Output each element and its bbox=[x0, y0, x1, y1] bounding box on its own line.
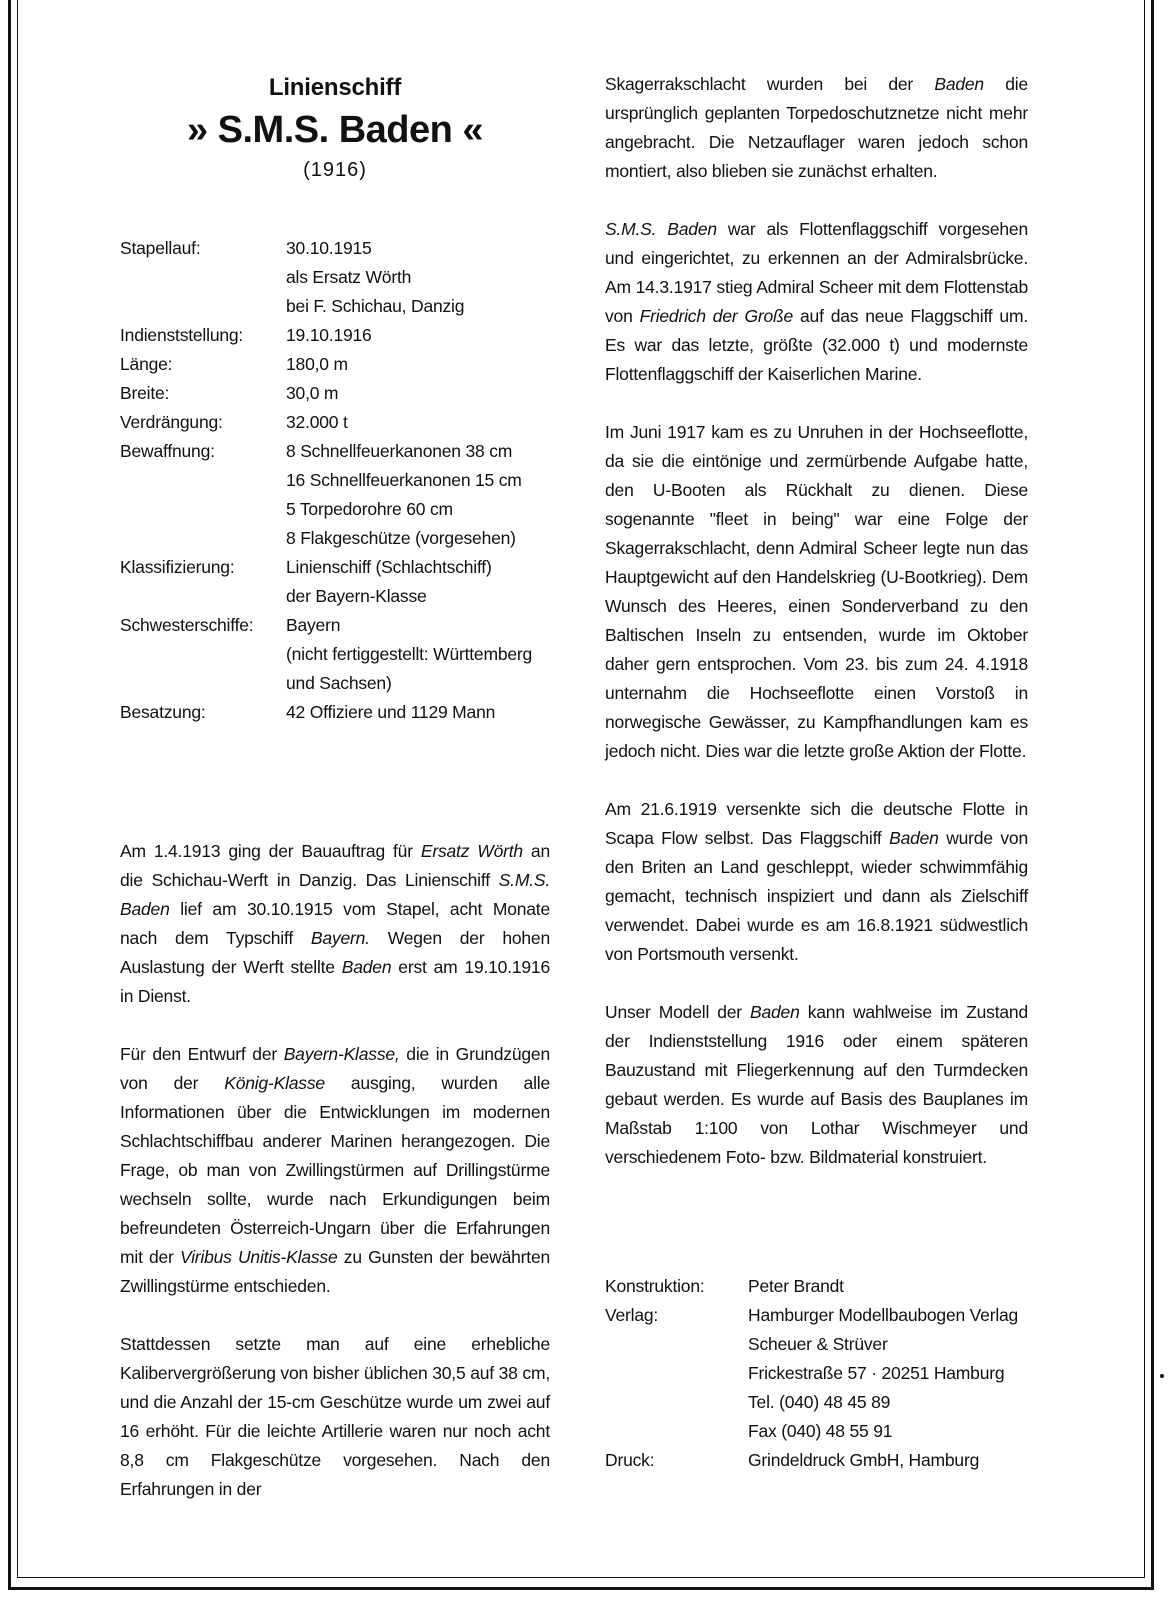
text-run: die in Grundzügen von der bbox=[120, 1044, 550, 1093]
imprint-value: Peter Brandt bbox=[748, 1276, 844, 1296]
spec-value: 8 Flakgeschütze (vorgesehen) bbox=[286, 528, 516, 548]
spec-label: Schwesterschiffe: bbox=[120, 615, 254, 635]
paragraph bbox=[120, 837, 550, 1011]
imprint-label: Konstruktion: bbox=[605, 1276, 705, 1296]
imprint-values bbox=[748, 1301, 1028, 1446]
imprint-label: Druck: bbox=[605, 1450, 655, 1470]
spec-values bbox=[286, 379, 550, 408]
spec-row bbox=[120, 437, 550, 553]
left-text bbox=[120, 837, 550, 1504]
spec-values bbox=[286, 321, 550, 350]
italic-text: S.M.S. Baden bbox=[605, 219, 717, 239]
spec-value: als Ersatz Wörth bbox=[286, 267, 412, 287]
italic-text: Baden bbox=[750, 1002, 800, 1022]
spec-label: Bewaffnung: bbox=[120, 441, 215, 461]
text-run: ausging, wurden alle Informationen über die Entwicklungen im modernen Schlachtschiffbau anderer Marinen herangezogen. Die Frage, ob man von Zwillingstürmen auf Drillingstürme wechseln sollte, wurde nach Erkundigungen beim befreundeten Österreich-Ungarn über die Erfahrungen mit der bbox=[120, 1073, 550, 1267]
italic-text: Baden bbox=[889, 828, 939, 848]
imprint-label: Verlag: bbox=[605, 1305, 659, 1325]
italic-text: Viribus Unitis-Klasse bbox=[179, 1247, 338, 1267]
text-run: Am 1.4.1913 ging der Bauauftrag für bbox=[120, 841, 421, 861]
spec-row bbox=[120, 350, 550, 379]
text-run: wurde von den Briten an Land geschleppt, wieder schwimmfähig gemacht, technisch inspiziert und dann als Zielschiff verwendet. Dabei wurde es am 16.8.1921 südwestlich von Portsmouth versenkt. bbox=[605, 828, 1028, 964]
spec-values bbox=[286, 350, 550, 379]
spec-values bbox=[286, 437, 550, 553]
imprint-value: Fax (040) 48 55 91 bbox=[748, 1421, 893, 1441]
spec-value: der Bayern-Klasse bbox=[286, 586, 427, 606]
italic-text: Bayern. bbox=[310, 928, 370, 948]
spec-row bbox=[120, 408, 550, 437]
italic-text: S.M.S. Baden bbox=[120, 870, 550, 919]
spec-values bbox=[286, 553, 550, 611]
text-run: an die Schichau-Werft in Danzig. Das Linienschiff bbox=[120, 841, 550, 890]
text-run: war als Flottenflaggschiff vorgesehen und eingerichtet, zu erkennen an der Admiralsbrücke. Am 14.3.1917 stieg Admiral Scheer mit dem Flottenstab von bbox=[605, 219, 1028, 326]
paragraph bbox=[605, 215, 1028, 389]
spec-label: Stapellauf: bbox=[120, 238, 201, 258]
spec-row bbox=[120, 321, 550, 350]
spec-label: Breite: bbox=[120, 383, 170, 403]
title-block bbox=[120, 70, 550, 186]
spec-value: 19.10.1916 bbox=[286, 325, 372, 345]
spec-value: 32.000 t bbox=[286, 412, 348, 432]
text-run: erst am 19.10.1916 in Dienst. bbox=[120, 957, 550, 1006]
spec-values bbox=[286, 234, 550, 321]
italic-text: Ersatz Wörth bbox=[420, 841, 523, 861]
italic-text: König-Klasse bbox=[224, 1073, 325, 1093]
text-run: kann wahlweise im Zustand der Indienststellung 1916 oder einem späteren Bauzustand mit Fliegerkennung auf den Turmdecken gebaut werden. Es wurde auf Basis des Bauplanes im Maßstab 1:100 von Lothar Wischmeyer und verschiedenem Foto- bzw. Bildmaterial konstruiert. bbox=[605, 1002, 1028, 1167]
italic-text: Baden bbox=[341, 957, 392, 977]
left-column bbox=[120, 70, 550, 1504]
spec-value: 42 Offiziere und 1129 Mann bbox=[286, 702, 496, 722]
spec-value: und Sachsen) bbox=[286, 673, 392, 693]
spec-label: Besatzung: bbox=[120, 702, 206, 722]
text-run: Wegen der hohen Auslastung der Werft stellte bbox=[120, 928, 550, 977]
title-ship-name: » S.M.S. Baden « bbox=[186, 109, 484, 151]
italic-text: Bayern-Klasse, bbox=[283, 1044, 400, 1064]
text-run: auf das neue Flaggschiff um. Es war das letzte, größte (32.000 t) und modernste Flottenflaggschiff der Kaiserlichen Marine. bbox=[605, 306, 1028, 384]
spec-label: Indienststellung: bbox=[120, 325, 244, 345]
spec-value: (nicht fertiggestellt: Württemberg bbox=[286, 644, 533, 664]
spec-table bbox=[120, 234, 550, 727]
imprint-value: Hamburger Modellbaubogen Verlag bbox=[748, 1305, 1019, 1325]
imprint-value: Frickestraße 57 · 20251 Hamburg bbox=[748, 1363, 1005, 1383]
imprint-values bbox=[748, 1272, 1028, 1301]
title-year: (1916) bbox=[303, 159, 367, 181]
spec-value: 180,0 m bbox=[286, 354, 348, 374]
imprint-value: Tel. (040) 48 45 89 bbox=[748, 1392, 891, 1412]
spec-value: 30.10.1915 bbox=[286, 238, 372, 258]
paragraph bbox=[605, 70, 1028, 186]
right-text bbox=[605, 70, 1028, 1172]
spec-value: bei F. Schichau, Danzig bbox=[286, 296, 465, 316]
spec-row bbox=[120, 553, 550, 611]
spec-row bbox=[120, 611, 550, 698]
text-run: Stattdessen setzte man auf eine erhebliche Kalibervergrößerung von bisher üblichen 30,5 auf 38 cm, und die Anzahl der 15-cm Geschütze wurde um zwei auf 16 erhöht. Für die leichte Artillerie waren nur noch acht 8,8 cm Flakgeschütze vorgesehen. Nach den Erfahrungen in der bbox=[120, 1334, 550, 1499]
imprint-row bbox=[605, 1301, 1028, 1446]
paragraph bbox=[120, 1330, 550, 1504]
spec-row bbox=[120, 698, 550, 727]
paragraph bbox=[605, 795, 1028, 969]
spec-values bbox=[286, 698, 550, 727]
text-run: Unser Modell der bbox=[605, 1002, 751, 1022]
spec-row bbox=[120, 379, 550, 408]
spec-value: Linienschiff (Schlachtschiff) bbox=[286, 557, 492, 577]
italic-text: Baden bbox=[934, 74, 984, 94]
spec-label: Klassifizierung: bbox=[120, 557, 235, 577]
spec-label: Länge: bbox=[120, 354, 173, 374]
spec-row bbox=[120, 234, 550, 321]
text-run: zu Gunsten der bewährten Zwillingstürme entschieden. bbox=[120, 1247, 551, 1296]
imprint-value: Grindeldruck GmbH, Hamburg bbox=[748, 1450, 980, 1470]
imprint-table bbox=[605, 1272, 1028, 1475]
text-run: Am 21.6.1919 versenkte sich die deutsche Flotte in Scapa Flow selbst. Das Flaggschiff bbox=[605, 799, 1028, 848]
spec-value: 8 Schnellfeuerkanonen 38 cm bbox=[286, 441, 513, 461]
text-run: Für den Entwurf der bbox=[120, 1044, 284, 1064]
imprint-row bbox=[605, 1446, 1028, 1475]
italic-text: Friedrich der Große bbox=[639, 306, 794, 326]
right-column bbox=[605, 70, 1028, 1475]
spec-label: Verdrängung: bbox=[120, 412, 223, 432]
spec-values bbox=[286, 611, 550, 698]
paragraph bbox=[605, 998, 1028, 1172]
spec-value: 16 Schnellfeuerkanonen 15 cm bbox=[286, 470, 522, 490]
spec-value: Bayern bbox=[286, 615, 341, 635]
imprint-values bbox=[748, 1446, 1028, 1475]
paragraph bbox=[120, 1040, 550, 1301]
text-run: die ursprünglich geplanten Torpedoschutznetze nicht mehr angebracht. Die Netzauflager waren jedoch schon montiert, also blieben sie zunächst erhalten. bbox=[605, 74, 1028, 181]
spec-values bbox=[286, 408, 550, 437]
spec-value: 30,0 m bbox=[286, 383, 339, 403]
imprint-value: Scheuer & Strüver bbox=[748, 1334, 888, 1354]
spec-value: 5 Torpedorohre 60 cm bbox=[286, 499, 453, 519]
text-run: Skagerrakschlacht wurden bei der bbox=[605, 74, 935, 94]
title-type: Linienschiff bbox=[268, 74, 402, 101]
text-run: lief am 30.10.1915 vom Stapel, acht Monate nach dem Typschiff bbox=[120, 899, 550, 948]
text-run: Im Juni 1917 kam es zu Unruhen in der Hochseeflotte, da sie die eintönige und zermürbende Aufgabe hatte, den U-Booten als Rückhalt zu dienen. Diese sogenannte "fleet in being" war eine Folge der Skagerrakschlacht, denn Admiral Scheer legte nun das Hauptgewicht auf den Handelskrieg (U-Bootkrieg). Dem Wunsch des Heeres, einen Sonderverband zu den Baltischen Inseln zu entsenden, wurde im Oktober daher gern entsprochen. Vom 23. bis zum 24. 4.1918 unternahm die Hochseeflotte einen Vorstoß in norwegische Gewässer, zu Kampfhandlungen kam es jedoch nicht. Dies war die letzte große Aktion der Flotte. bbox=[605, 422, 1028, 761]
margin-dot bbox=[1160, 1374, 1164, 1378]
imprint-row bbox=[605, 1272, 1028, 1301]
paragraph bbox=[605, 418, 1028, 766]
